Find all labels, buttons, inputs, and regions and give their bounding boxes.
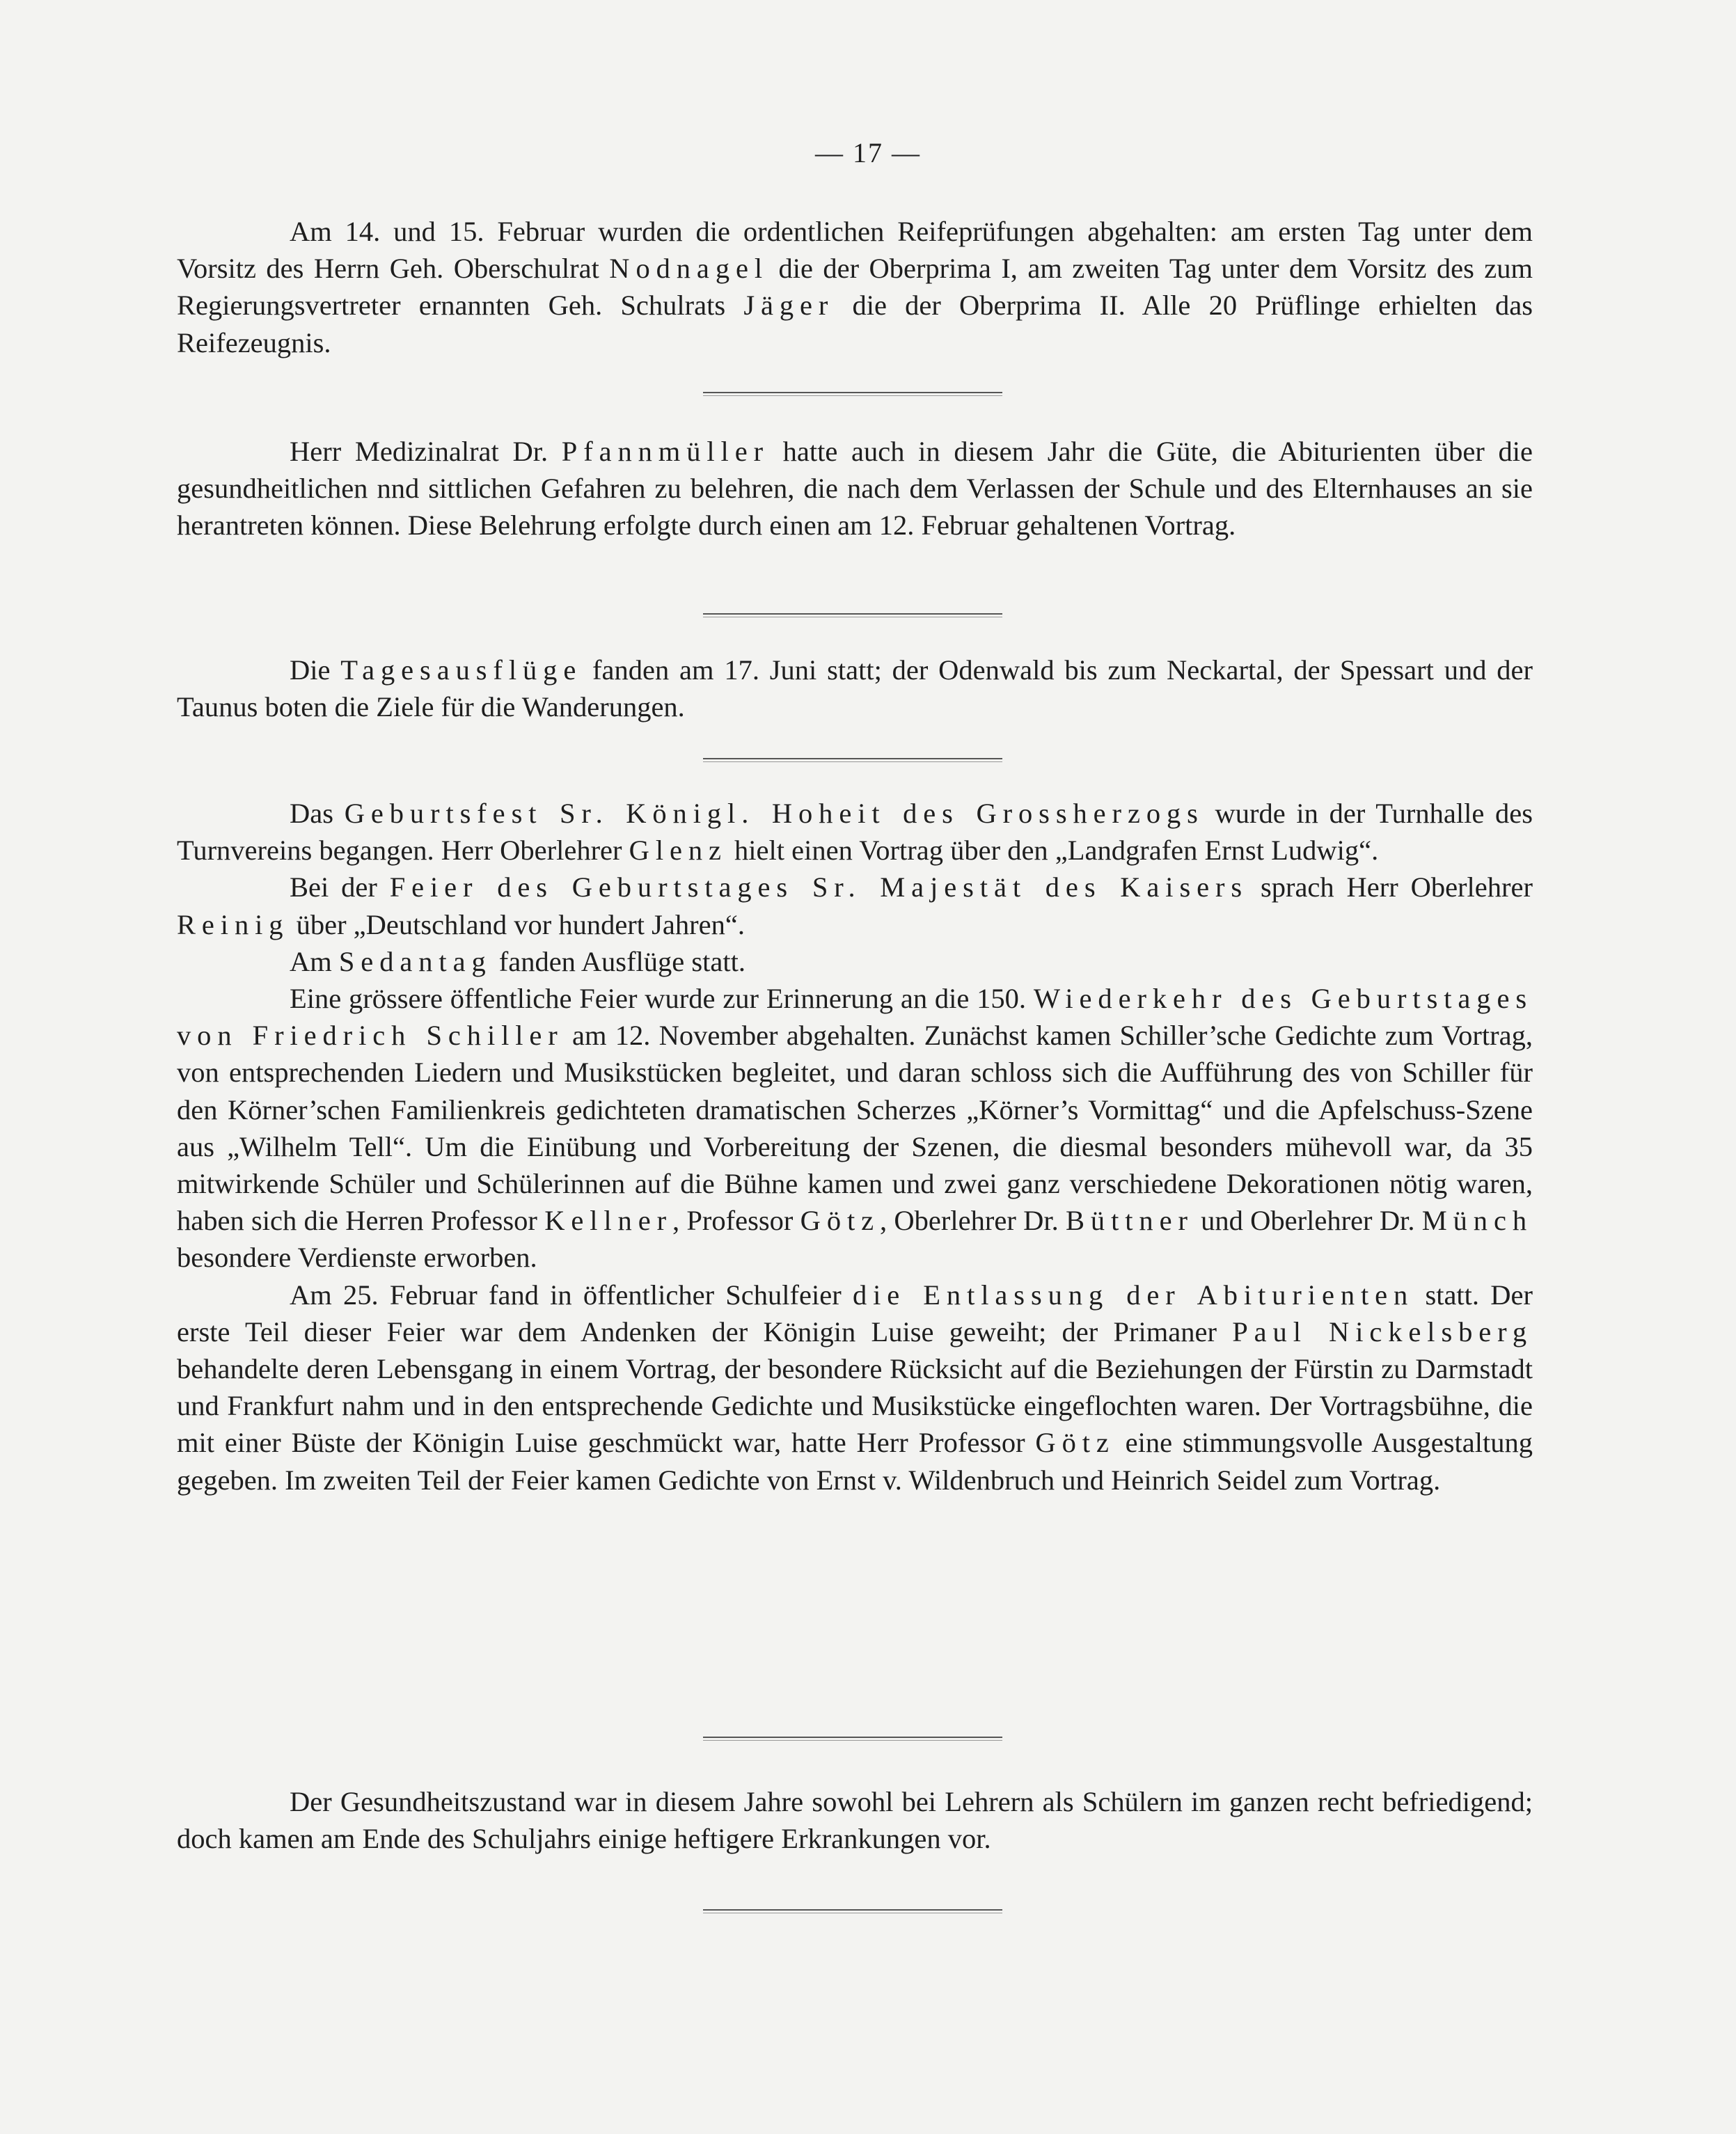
text-run: sprach Herr Oberlehrer: [1248, 871, 1533, 903]
section-feiern: [177, 795, 1533, 1499]
text-run: Am 25. Februar fand in öffentlicher Schulfeier: [290, 1279, 853, 1311]
text-run: fanden am 17. Juni statt; der Odenwald bis zum Neckartal, der Spessart und der Taunus boten die Ziele für die Wanderungen.: [177, 654, 1533, 723]
term-tagesausfluege: Tagesausflüge: [340, 654, 583, 686]
paragraph-ausfluege: [177, 651, 1533, 725]
text-run: wurde in der Turnhalle des Turnvereins begangen. Herr Oberlehrer: [177, 798, 1533, 867]
paragraph-kaisergeburtstag: [177, 869, 1533, 942]
text-run: am 12. November abgehalten. Zunächst kamen Schiller’sche Gedichte zum Vortrag, von entsprechenden Liedern und Musikstücken begleitet, und daran schloss sich die Aufführung des von Schiller für den Körner’schen Familienkreis gedichteten dramatischen Scherzes „Körner’s Vormittag“ und die Apfelschuss-Szene aus „Wilhelm Tell“. Um die Einübung und Vorbereitung der Szenen, die diesmal besonders mühevoll war, da 35 mitwirkende Schüler und Schülerinnen auf die Bühne kamen und zwei ganz verschiedene Dekorationen nötig waren, haben sich die Herren Professor: [177, 1020, 1533, 1237]
paragraph-entlassung: [177, 1277, 1533, 1499]
text-run: die der Oberprima I, am zweiten Tag unter dem Vorsitz des zum Regierungsvertreter ernannten Geh. Schulrats: [177, 253, 1533, 322]
text-run: hatte auch in diesem Jahr die Güte, die Abiturienten über die gesundheitlichen nnd sittlichen Gefahren zu belehren, die nach dem Verlassen der Schule und des Elternhauses an sie herantreten können. Diese Belehrung erfolgte durch einen am 12. Februar gehaltenen Vortrag.: [177, 436, 1533, 542]
text-run: Das: [290, 798, 345, 829]
text-run: Die: [290, 654, 341, 686]
name-goetz: Götz: [800, 1205, 881, 1237]
paragraph-schillerfeier: [177, 980, 1533, 1277]
name-nodnagel: Nodnagel: [609, 253, 769, 285]
name-glenz: Glenz: [629, 835, 727, 867]
name-muench: Münch: [1421, 1205, 1533, 1237]
section-vortrag: [177, 433, 1533, 544]
section-gesundheit: [177, 1783, 1533, 1857]
text-run: die der Oberprima II. Alle 20 Prüflinge erhielten das Reifezeugnis.: [177, 290, 1533, 358]
name-reinig: Reinig: [177, 908, 290, 940]
text-run: hielt einen Vortrag über den „Landgrafen Ernst Ludwig“.: [727, 835, 1379, 867]
term-schiller-wiederkehr: Wiederkehr des Geburtstages von Friedrich Schiller: [177, 983, 1533, 1052]
text-run: Eine grössere öffentliche Feier wurde zur Erinnerung an die 150.: [290, 983, 1034, 1015]
paragraph-reifepruefung: [177, 213, 1533, 361]
term-sedantag: Sedantag: [338, 945, 492, 977]
paragraph-vortrag: [177, 433, 1533, 544]
name-goetz: Götz: [1035, 1427, 1115, 1459]
section-divider: [703, 392, 1002, 393]
text-run: Herr Medizinalrat Dr.: [290, 436, 562, 467]
text-run: Bei der: [290, 871, 390, 903]
paragraph-gesundheit: Der Gesundheitszustand war in diesem Jahre sowohl bei Lehrern als Schülern im ganzen recht befriedigend; doch kamen am Ende des Schuljahrs einige heftigere Erkrankungen vor.: [177, 1786, 1533, 1855]
text-run: , Professor: [672, 1205, 800, 1237]
section-divider: [703, 1909, 1002, 1911]
term-entlassung: die Entlassung der Abiturienten: [852, 1279, 1414, 1311]
text-run: und Oberlehrer Dr.: [1193, 1205, 1422, 1237]
text-run: über „Deutschland vor hundert Jahren“.: [289, 908, 745, 940]
section-divider: [703, 1737, 1002, 1738]
section-ausfluege: [177, 651, 1533, 725]
text-run: Am 14. und 15. Februar wurden die ordentlichen Reifeprüfungen abgehalten: am ersten Tag unter dem Vorsitz des Herrn Geh. Oberschulrat: [177, 216, 1533, 285]
page-number: — 17 —: [815, 137, 921, 168]
name-pfannmueller: Pfannmüller: [561, 436, 769, 467]
text-run: Am: [290, 945, 339, 977]
section-divider: [703, 613, 1002, 615]
text-run: eine stimmungsvolle Ausgestaltung gegeben. Im zweiten Teil der Feier kamen Gedichte von Ernst v. Wildenbruch und Heinrich Seidel zum Vortrag.: [177, 1427, 1533, 1496]
paragraph-geburtsfest: [177, 795, 1533, 869]
name-jaeger: Jäger: [743, 290, 835, 322]
term-kaisergeburtstag: Feier des Geburtstages Sr. Majestät des Kaisers: [389, 871, 1249, 903]
text-run: behandelte deren Lebensgang in einem Vortrag, der besondere Rücksicht auf die Beziehungen der Fürstin zu Darmstadt und Frankfurt nahm und in den entsprechende Gedichte und Musikstücke eingeflochten waren. Der Vortragsbühne, die mit einer Büste der Königin Luise geschmückt war, hatte Herr Professor: [177, 1353, 1533, 1459]
text-run: statt. Der erste Teil dieser Feier war dem Andenken der Königin Luise geweiht; der Primaner: [177, 1279, 1533, 1347]
name-nickelsberg: Paul Nickelsberg: [1232, 1315, 1533, 1347]
section-divider: [703, 758, 1002, 759]
name-kellner: Kellner: [544, 1205, 672, 1237]
text-run: besondere Verdienste erworben.: [177, 1242, 537, 1274]
text-run: , Oberlehrer Dr.: [880, 1205, 1066, 1237]
section-reifepruefung: [177, 213, 1533, 361]
term-geburtsfest: Geburtsfest Sr. Königl. Hoheit des Grossherzogs: [344, 798, 1204, 829]
text-run: fanden Ausflüge statt.: [491, 945, 746, 977]
name-buettner: Büttner: [1066, 1205, 1194, 1237]
paragraph-sedantag: [177, 943, 1533, 980]
